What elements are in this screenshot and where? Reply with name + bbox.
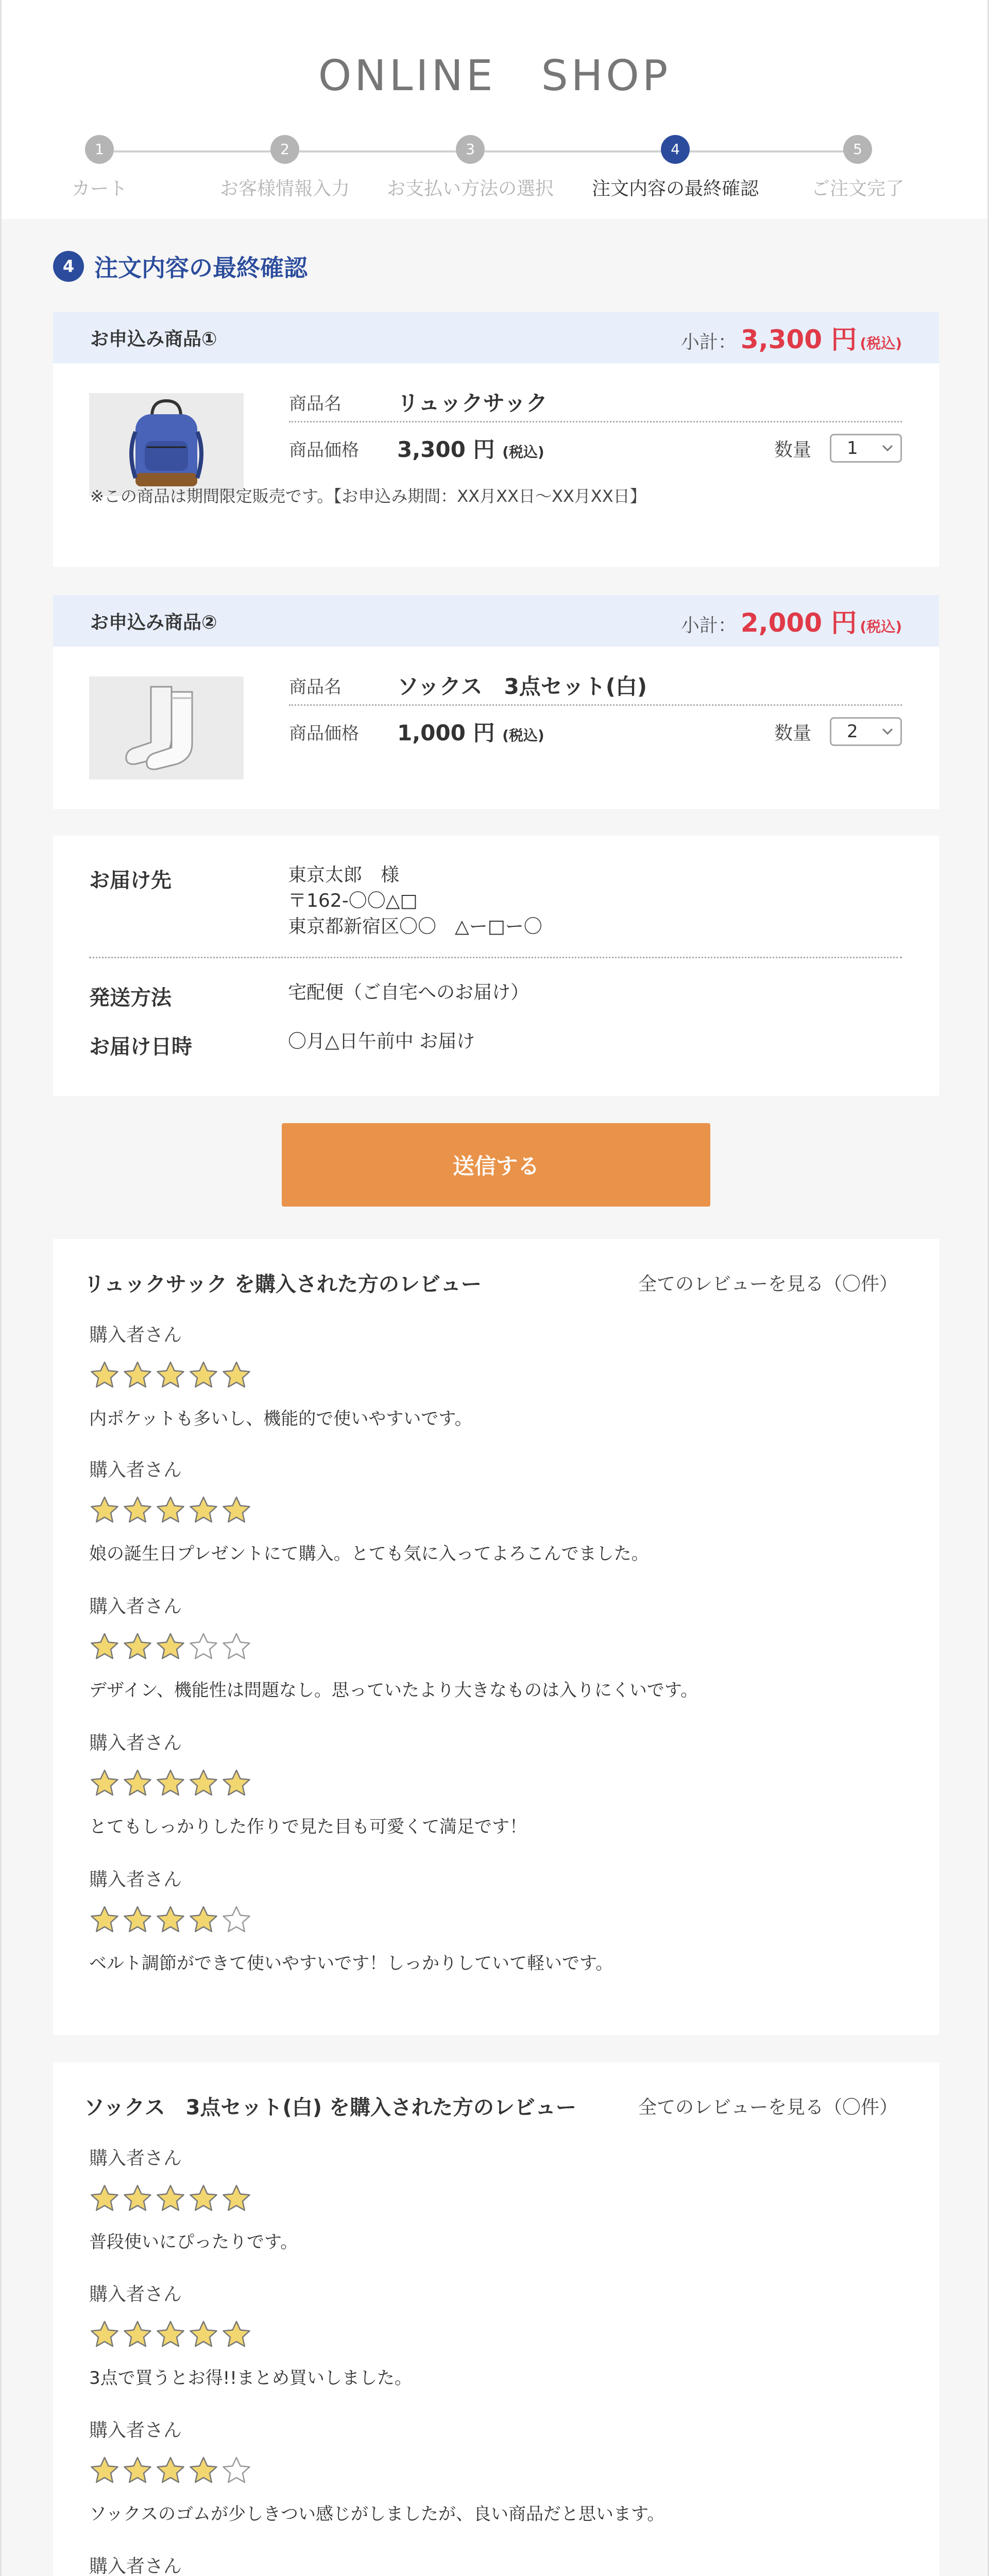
quantity-label: 数量 xyxy=(774,722,811,744)
product-heading: お申込み商品② xyxy=(90,612,217,633)
product-price-label: 商品価格 xyxy=(289,723,359,744)
send-button[interactable]: 送信する xyxy=(282,1123,710,1207)
star-filled-icon xyxy=(89,1632,120,1663)
star-filled-icon xyxy=(89,1905,120,1936)
star-rating xyxy=(89,2319,412,2350)
star-filled-icon xyxy=(89,2319,120,2350)
star-filled-icon xyxy=(122,1495,153,1526)
shipping-method-label: 発送方法 xyxy=(89,986,172,1010)
reviewer-name: 購入者さん xyxy=(89,1733,182,1754)
all-reviews-link[interactable]: 全てのレビューを見る（〇件） xyxy=(638,2097,898,2118)
delivery-card xyxy=(53,836,939,1096)
product-image xyxy=(89,676,244,779)
review-text: とてもしっかりした作りで見た目も可愛くて満足です！ xyxy=(89,1817,527,1837)
review-item xyxy=(89,1865,613,1974)
step-cart xyxy=(7,135,192,200)
subtotal-price: 2,000 円 xyxy=(740,608,857,638)
backpack-icon xyxy=(120,396,213,494)
star-filled-icon xyxy=(188,1768,219,1799)
star-filled-icon xyxy=(155,1768,186,1799)
step-number: 2 xyxy=(270,135,299,164)
star-filled-icon xyxy=(122,1905,153,1936)
star-filled-icon xyxy=(122,1632,153,1663)
star-filled-icon xyxy=(221,1768,252,1799)
subtotal-tax: (税込) xyxy=(860,618,902,635)
review-header xyxy=(84,2091,898,2121)
delivery-date-label: お届け日時 xyxy=(89,1035,192,1059)
step-label: カート xyxy=(71,178,127,199)
section-title xyxy=(53,250,308,283)
quantity-value: 1 xyxy=(847,438,858,459)
product-name: リュックサック xyxy=(397,391,548,416)
star-filled-icon xyxy=(122,1360,153,1391)
product-image xyxy=(89,393,244,496)
step-label: ご注文完了 xyxy=(811,178,904,199)
review-item xyxy=(89,2552,368,2576)
step-label: お支払い方法の選択 xyxy=(386,178,554,199)
star-filled-icon xyxy=(221,1360,252,1391)
step-number: 1 xyxy=(85,135,114,164)
step-customer-info xyxy=(192,135,378,200)
star-empty-icon xyxy=(188,1632,219,1663)
star-filled-icon xyxy=(155,2455,186,2486)
star-rating xyxy=(89,1632,698,1663)
star-filled-icon xyxy=(188,2455,219,2486)
shop-title: ONLINE SHOP xyxy=(318,52,671,100)
shipping-method: 宅配便（ご自宅へのお届け） xyxy=(288,982,530,1003)
review-item xyxy=(89,2416,664,2525)
review-text: 普段使いにぴったりです。 xyxy=(89,2232,298,2252)
review-section-socks xyxy=(53,2062,939,2576)
review-text: 3点で買うとお得!!まとめ買いしました。 xyxy=(89,2368,412,2388)
divider xyxy=(289,704,902,706)
star-filled-icon xyxy=(122,1768,153,1799)
reviewer-name: 購入者さん xyxy=(89,2556,182,2576)
product-price-tax: (税込) xyxy=(502,727,544,744)
star-filled-icon xyxy=(188,1495,219,1526)
quantity-group xyxy=(774,717,902,746)
product-name-label: 商品名 xyxy=(289,676,342,698)
star-filled-icon xyxy=(122,2319,153,2350)
product-price-label: 商品価格 xyxy=(289,439,359,461)
reviewer-name: 購入者さん xyxy=(89,2420,182,2441)
star-filled-icon xyxy=(155,1905,186,1936)
step-label: お客様情報入力 xyxy=(219,178,350,199)
product-name-row xyxy=(289,670,902,701)
product-name-row xyxy=(289,386,902,417)
star-filled-icon xyxy=(155,2319,186,2350)
star-filled-icon xyxy=(155,2183,186,2214)
product-subtotal xyxy=(681,319,902,356)
product-card-1 xyxy=(53,312,939,567)
star-filled-icon xyxy=(221,2183,252,2214)
star-empty-icon xyxy=(221,1632,252,1663)
header xyxy=(2,0,987,219)
star-filled-icon xyxy=(155,1360,186,1391)
star-filled-icon xyxy=(155,1632,186,1663)
star-filled-icon xyxy=(221,2319,252,2350)
review-title: ソックス 3点セット(白) を購入された方のレビュー xyxy=(84,2096,576,2120)
star-filled-icon xyxy=(155,1495,186,1526)
address-label: お届け先 xyxy=(89,869,172,892)
review-item xyxy=(89,1592,698,1701)
quantity-group xyxy=(774,434,902,463)
star-filled-icon xyxy=(89,1768,120,1799)
subtotal-tax: (税込) xyxy=(860,335,902,352)
section-heading: 注文内容の最終確認 xyxy=(94,254,308,282)
review-item xyxy=(89,1320,472,1430)
subtotal-label: 小計： xyxy=(680,332,737,353)
star-empty-icon xyxy=(221,1905,252,1936)
address-postal: 〒162-〇〇△□ xyxy=(288,890,418,911)
star-filled-icon xyxy=(122,2455,153,2486)
review-text: デザイン、機能性は問題なし。思っていたより大きなものは入りにくいです。 xyxy=(89,1680,698,1701)
star-rating xyxy=(89,2455,664,2486)
step-final-confirm xyxy=(583,135,768,200)
product-body xyxy=(53,363,939,518)
star-rating xyxy=(89,1360,472,1391)
reviewer-name: 購入者さん xyxy=(89,1869,182,1890)
subtotal-price: 3,300 円 xyxy=(740,325,857,354)
star-filled-icon xyxy=(221,1495,252,1526)
star-empty-icon xyxy=(221,2455,252,2486)
star-filled-icon xyxy=(188,2319,219,2350)
step-label: 注文内容の最終確認 xyxy=(591,178,759,199)
review-text: 内ポケットも多いし、機能的で使いやすいです。 xyxy=(89,1409,472,1429)
address-name: 東京太郎 様 xyxy=(288,865,400,886)
product-price-value: 1,000 円 xyxy=(397,720,495,745)
review-title: リュックサック を購入された方のレビュー xyxy=(84,1273,482,1296)
step-complete xyxy=(765,135,950,200)
product-price xyxy=(397,716,544,747)
quantity-label: 数量 xyxy=(774,439,811,461)
review-item xyxy=(89,2280,412,2389)
step-payment-method xyxy=(378,135,563,200)
product-price-value: 3,300 円 xyxy=(397,437,495,462)
review-item xyxy=(89,2144,298,2253)
reviewer-name: 購入者さん xyxy=(89,1325,182,1346)
star-filled-icon xyxy=(188,1905,219,1936)
review-text: ベルト調節ができて使いやすいです！しっかりしていて軽いです。 xyxy=(89,1953,613,1974)
product-price-tax: (税込) xyxy=(502,444,544,461)
review-item xyxy=(89,1728,527,1838)
chevron-down-icon xyxy=(882,728,893,735)
star-rating xyxy=(89,2183,298,2214)
product-heading: お申込み商品① xyxy=(90,328,217,350)
chevron-down-icon xyxy=(882,445,893,452)
star-filled-icon xyxy=(89,2183,120,2214)
star-rating xyxy=(89,1768,527,1799)
product-price xyxy=(397,433,544,464)
review-section-backpack xyxy=(53,1239,939,2035)
progress-steps xyxy=(71,135,904,207)
quantity-select[interactable] xyxy=(830,434,902,463)
reviewer-name: 購入者さん xyxy=(89,1596,182,1617)
limited-sale-note: ※この商品は期間限定販売です。【お申込み期間：XX月XX日〜XX月XX日】 xyxy=(90,486,646,506)
product-price-row xyxy=(289,433,902,464)
divider xyxy=(289,421,902,422)
step-number: 5 xyxy=(843,135,872,164)
product-body xyxy=(53,647,939,801)
quantity-select[interactable] xyxy=(830,717,902,746)
star-filled-icon xyxy=(122,2183,153,2214)
step-number: 4 xyxy=(661,135,690,164)
star-filled-icon xyxy=(89,1495,120,1526)
product-card-2 xyxy=(53,595,939,809)
product-name: ソックス 3点セット(白) xyxy=(397,674,647,699)
product-name-label: 商品名 xyxy=(289,393,342,414)
quantity-value: 2 xyxy=(847,721,858,742)
delivery-date: 〇月△日午前中 お届け xyxy=(288,1031,475,1052)
reviewer-name: 購入者さん xyxy=(89,2148,182,2169)
product-header xyxy=(53,595,939,647)
address-block xyxy=(288,862,542,940)
product-header xyxy=(53,312,939,363)
star-filled-icon xyxy=(89,1360,120,1391)
star-filled-icon xyxy=(188,1360,219,1391)
star-filled-icon xyxy=(188,2183,219,2214)
reviewer-name: 購入者さん xyxy=(89,1460,182,1481)
star-filled-icon xyxy=(89,2455,120,2486)
reviewer-name: 購入者さん xyxy=(89,2284,182,2305)
all-reviews-link[interactable]: 全てのレビューを見る（〇件） xyxy=(638,1274,898,1295)
section-number: 4 xyxy=(53,251,84,282)
review-item xyxy=(89,1455,649,1565)
product-price-row xyxy=(289,716,902,747)
subtotal-label: 小計： xyxy=(680,615,737,636)
product-subtotal xyxy=(681,602,902,639)
review-header xyxy=(84,1268,898,1297)
divider xyxy=(89,957,902,958)
socks-icon xyxy=(115,682,218,774)
review-text: ソックスのゴムが少しきつい感じがしましたが、良い商品だと思います。 xyxy=(89,2504,665,2524)
review-text: 娘の誕生日プレゼントにて購入。とても気に入ってよろこんでました。 xyxy=(89,1544,649,1564)
star-rating xyxy=(89,1905,613,1936)
star-rating xyxy=(89,1495,649,1526)
step-number: 3 xyxy=(456,135,485,164)
address-street: 東京都新宿区〇〇 △ー□ー〇 xyxy=(288,916,542,937)
